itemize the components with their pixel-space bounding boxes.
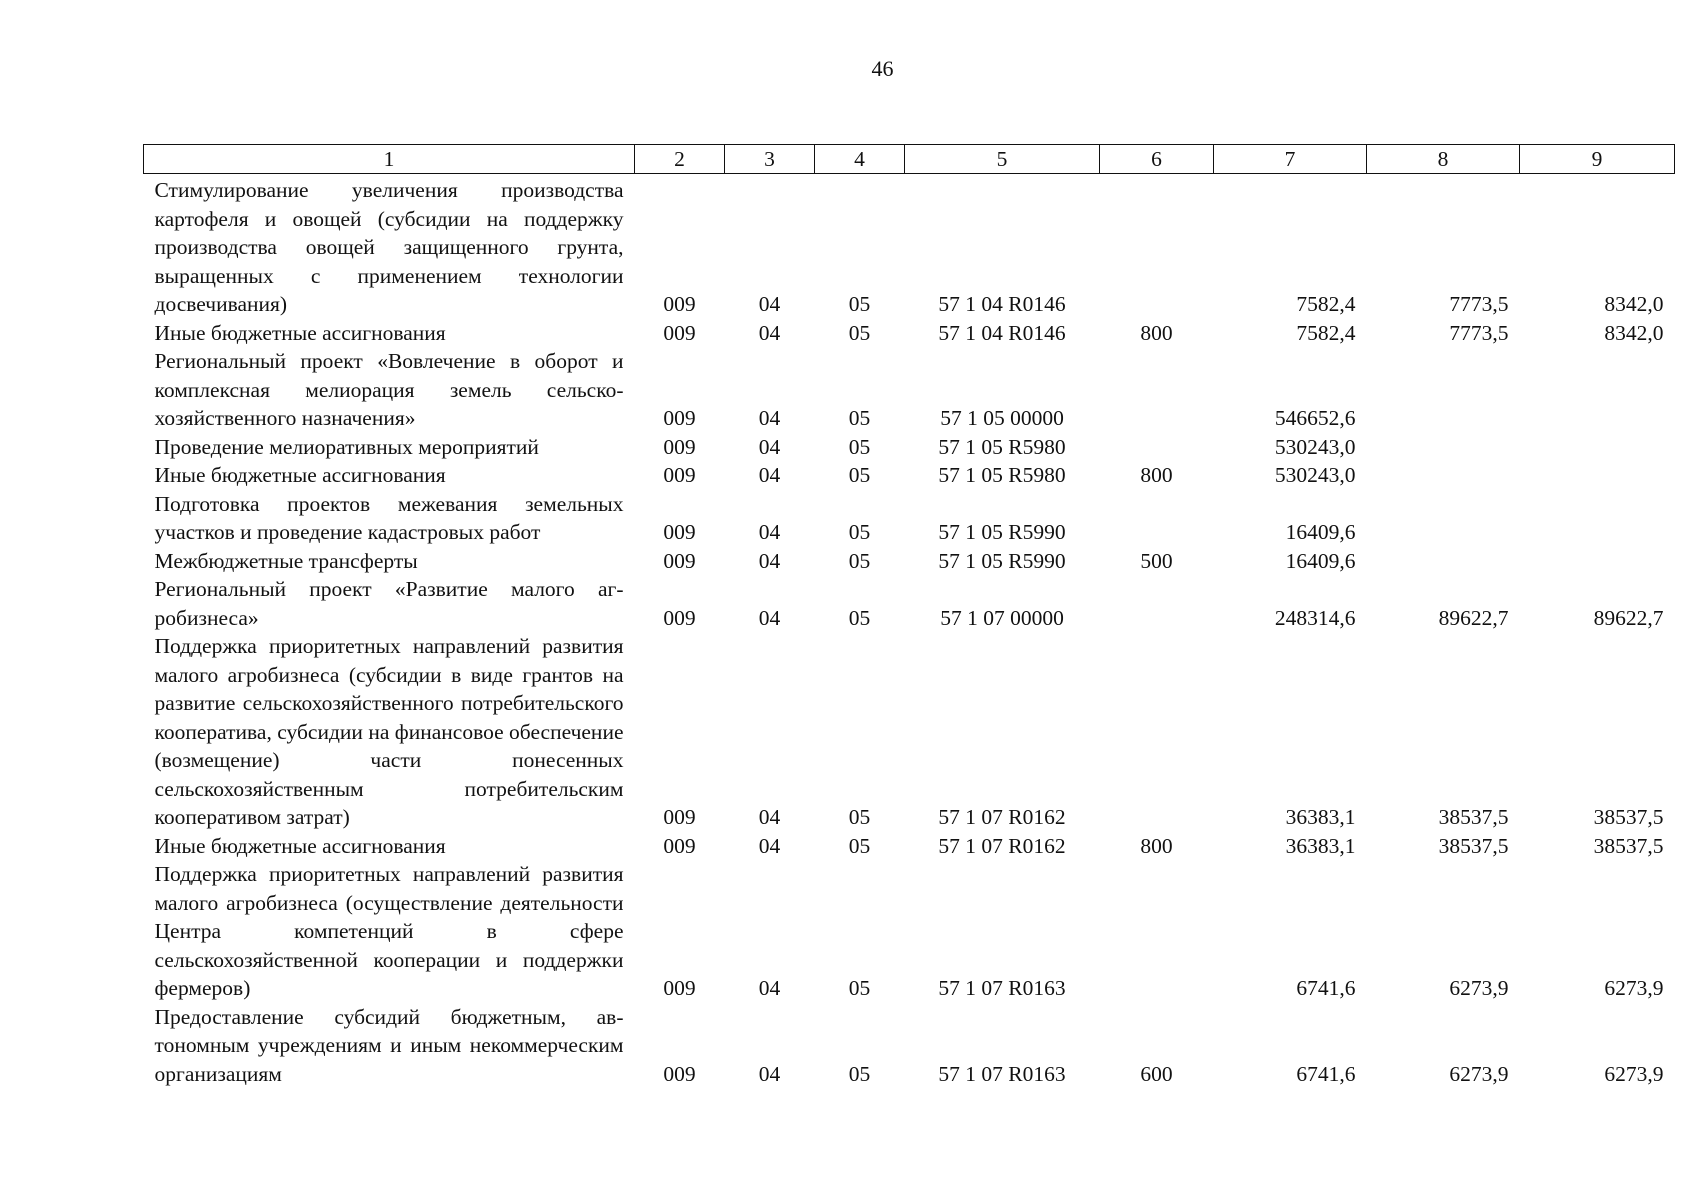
amount-col-8 (1367, 347, 1520, 433)
column-header: 8 (1367, 145, 1520, 174)
ministry-code: 009 (663, 434, 696, 459)
expense-type-code (1100, 632, 1214, 832)
amount-col-8: 6273,9 (1449, 976, 1509, 1000)
table-row (144, 319, 1675, 348)
amount-col-8: 6273,9 (1449, 1061, 1509, 1086)
ministry-code: 009 (663, 406, 696, 430)
subsection-code: 05 (848, 605, 871, 630)
subsection-code: 05 (848, 434, 871, 459)
item-name: Подготовка проектов межевания земельных участков и проведение кадастровых работ (154, 491, 624, 544)
item-name: Иные бюджетные ассигнования (154, 463, 446, 487)
table-row (144, 433, 1675, 462)
subsection-code: 05 (848, 548, 871, 573)
subsection-code: 05 (848, 406, 871, 430)
amount-col-9: 38537,5 (1593, 833, 1664, 858)
ministry-code: 009 (663, 463, 696, 487)
ministry-code: 009 (663, 1061, 696, 1086)
item-name: Поддержка приоритетных направлений развития малого агробизнеса (субсидии в виде грантов на развитие сельскохозяйственного потребительского кооператива, субсидии на финансовое обеспечение (возмещение) части понесенных сельскохозяйственным потребительским кооперативом затрат) (154, 634, 624, 829)
amount-col-7: 36383,1 (1285, 833, 1356, 858)
amount-col-9 (1520, 461, 1675, 490)
table-row (144, 575, 1675, 632)
target-article-code: 57 1 04 R0146 (938, 320, 1066, 345)
amount-col-9: 8342,0 (1604, 292, 1664, 316)
amount-col-8 (1367, 547, 1520, 576)
amount-col-7: 248314,6 (1274, 605, 1356, 630)
amount-col-8 (1367, 461, 1520, 490)
item-name: Стимулирование увеличения производства картофеля и овощей (субсидии на поддержку производства овощей защищенного грунта, выращенных с применением технологии досвечивания) (154, 178, 624, 316)
amount-col-7: 16409,6 (1285, 548, 1356, 573)
column-header: 3 (725, 145, 815, 174)
item-name: Региональный проект «Развитие малого агробизнеса» (154, 577, 624, 630)
ministry-code: 009 (663, 292, 696, 316)
ministry-code: 009 (663, 605, 696, 630)
ministry-code: 009 (663, 520, 696, 544)
table-row (144, 490, 1675, 547)
ministry-code: 009 (663, 805, 696, 829)
amount-col-9: 38537,5 (1593, 805, 1664, 829)
item-name: Межбюджетные трансферты (154, 548, 418, 573)
ministry-code: 009 (663, 320, 696, 345)
amount-col-9: 89622,7 (1593, 605, 1664, 630)
section-code: 04 (758, 320, 781, 345)
column-header: 1 (144, 145, 635, 174)
page-number: 46 (871, 56, 894, 81)
column-header: 2 (635, 145, 725, 174)
section-code: 04 (758, 434, 781, 459)
amount-col-8: 38537,5 (1438, 833, 1509, 858)
ministry-code: 009 (663, 833, 696, 858)
expense-type-code: 800 (1140, 320, 1173, 345)
expense-type-code (1100, 347, 1214, 433)
table-row (144, 860, 1675, 1003)
table-row (144, 174, 1675, 319)
amount-col-9: 6273,9 (1604, 976, 1664, 1000)
expense-type-code: 800 (1140, 463, 1173, 487)
amount-col-7: 16409,6 (1285, 520, 1356, 544)
expense-type-code (1100, 575, 1214, 632)
amount-col-7: 6741,6 (1296, 976, 1356, 1000)
target-article-code: 57 1 04 R0146 (938, 292, 1066, 316)
target-article-code: 57 1 07 R0163 (938, 976, 1066, 1000)
item-name: Проведение мелиоративных мероприятий (154, 434, 539, 459)
table-row (144, 347, 1675, 433)
amount-col-7: 6741,6 (1296, 1061, 1356, 1086)
section-code: 04 (758, 463, 781, 487)
table-row (144, 1003, 1675, 1089)
section-code: 04 (758, 976, 781, 1000)
amount-col-8: 89622,7 (1438, 605, 1509, 630)
expense-type-code (1100, 174, 1214, 319)
amount-col-7: 36383,1 (1285, 805, 1356, 829)
amount-col-8: 38537,5 (1438, 805, 1509, 829)
column-header: 4 (815, 145, 905, 174)
target-article-code: 57 1 05 R5990 (938, 548, 1066, 573)
target-article-code: 57 1 05 R5980 (938, 434, 1066, 459)
ministry-code: 009 (663, 548, 696, 573)
subsection-code: 05 (848, 976, 871, 1000)
target-article-code: 57 1 05 R5980 (938, 463, 1066, 487)
amount-col-8 (1367, 433, 1520, 462)
amount-col-9 (1520, 547, 1675, 576)
item-name: Иные бюджетные ассигнования (154, 320, 446, 345)
item-name: Иные бюджетные ассигнования (154, 833, 446, 858)
item-name: Поддержка приоритетных направлений развития малого агробизнеса (осуществление деятельности Центра компетенций в сфере сельскохозяйственной кооперации и поддержки фермеров) (154, 862, 624, 1000)
amount-col-8 (1367, 490, 1520, 547)
ministry-code: 009 (663, 976, 696, 1000)
section-code: 04 (758, 805, 781, 829)
target-article-code: 57 1 05 R5990 (938, 520, 1066, 544)
target-article-code: 57 1 07 R0162 (938, 805, 1066, 829)
subsection-code: 05 (848, 805, 871, 829)
target-article-code: 57 1 07 R0162 (938, 833, 1066, 858)
expense-type-code (1100, 433, 1214, 462)
column-header: 7 (1214, 145, 1367, 174)
column-number-header-row (144, 145, 1675, 174)
subsection-code: 05 (848, 463, 871, 487)
table-row (144, 632, 1675, 832)
amount-col-7: 7582,4 (1296, 320, 1356, 345)
subsection-code: 05 (848, 292, 871, 316)
expense-type-code (1100, 860, 1214, 1003)
section-code: 04 (758, 292, 781, 316)
column-header: 9 (1520, 145, 1675, 174)
section-code: 04 (758, 406, 781, 430)
item-name: Региональный проект «Вовлечение в оборот и комплексная мелиорация земель сельскохозяйственного назначения» (154, 349, 624, 430)
section-code: 04 (758, 520, 781, 544)
expense-type-code (1100, 490, 1214, 547)
amount-col-7: 530243,0 (1274, 463, 1356, 487)
item-name: Предоставление субсидий бюджетным, автономным учреждениям и иным некоммерческим организациям (154, 1004, 624, 1086)
amount-col-9: 6273,9 (1604, 1061, 1664, 1086)
amount-col-9: 8342,0 (1604, 320, 1664, 345)
column-header: 6 (1100, 145, 1214, 174)
budget-table (143, 144, 1675, 1088)
target-article-code: 57 1 05 00000 (940, 406, 1064, 430)
amount-col-9 (1520, 490, 1675, 547)
subsection-code: 05 (848, 320, 871, 345)
section-code: 04 (758, 548, 781, 573)
target-article-code: 57 1 07 00000 (940, 605, 1064, 630)
amount-col-9 (1520, 433, 1675, 462)
amount-col-7: 546652,6 (1274, 406, 1356, 430)
expense-type-code: 600 (1140, 1061, 1173, 1086)
amount-col-8: 7773,5 (1449, 320, 1509, 345)
expense-type-code: 500 (1140, 548, 1173, 573)
amount-col-7: 7582,4 (1296, 292, 1356, 316)
subsection-code: 05 (848, 833, 871, 858)
amount-col-8: 7773,5 (1449, 292, 1509, 316)
section-code: 04 (758, 1061, 781, 1086)
table-row (144, 832, 1675, 861)
section-code: 04 (758, 605, 781, 630)
amount-col-7: 530243,0 (1274, 434, 1356, 459)
table-row (144, 461, 1675, 490)
subsection-code: 05 (848, 520, 871, 544)
amount-col-9 (1520, 347, 1675, 433)
subsection-code: 05 (848, 1061, 871, 1086)
table-row (144, 547, 1675, 576)
column-header: 5 (905, 145, 1100, 174)
target-article-code: 57 1 07 R0163 (938, 1061, 1066, 1086)
expense-type-code: 800 (1140, 833, 1173, 858)
section-code: 04 (758, 833, 781, 858)
